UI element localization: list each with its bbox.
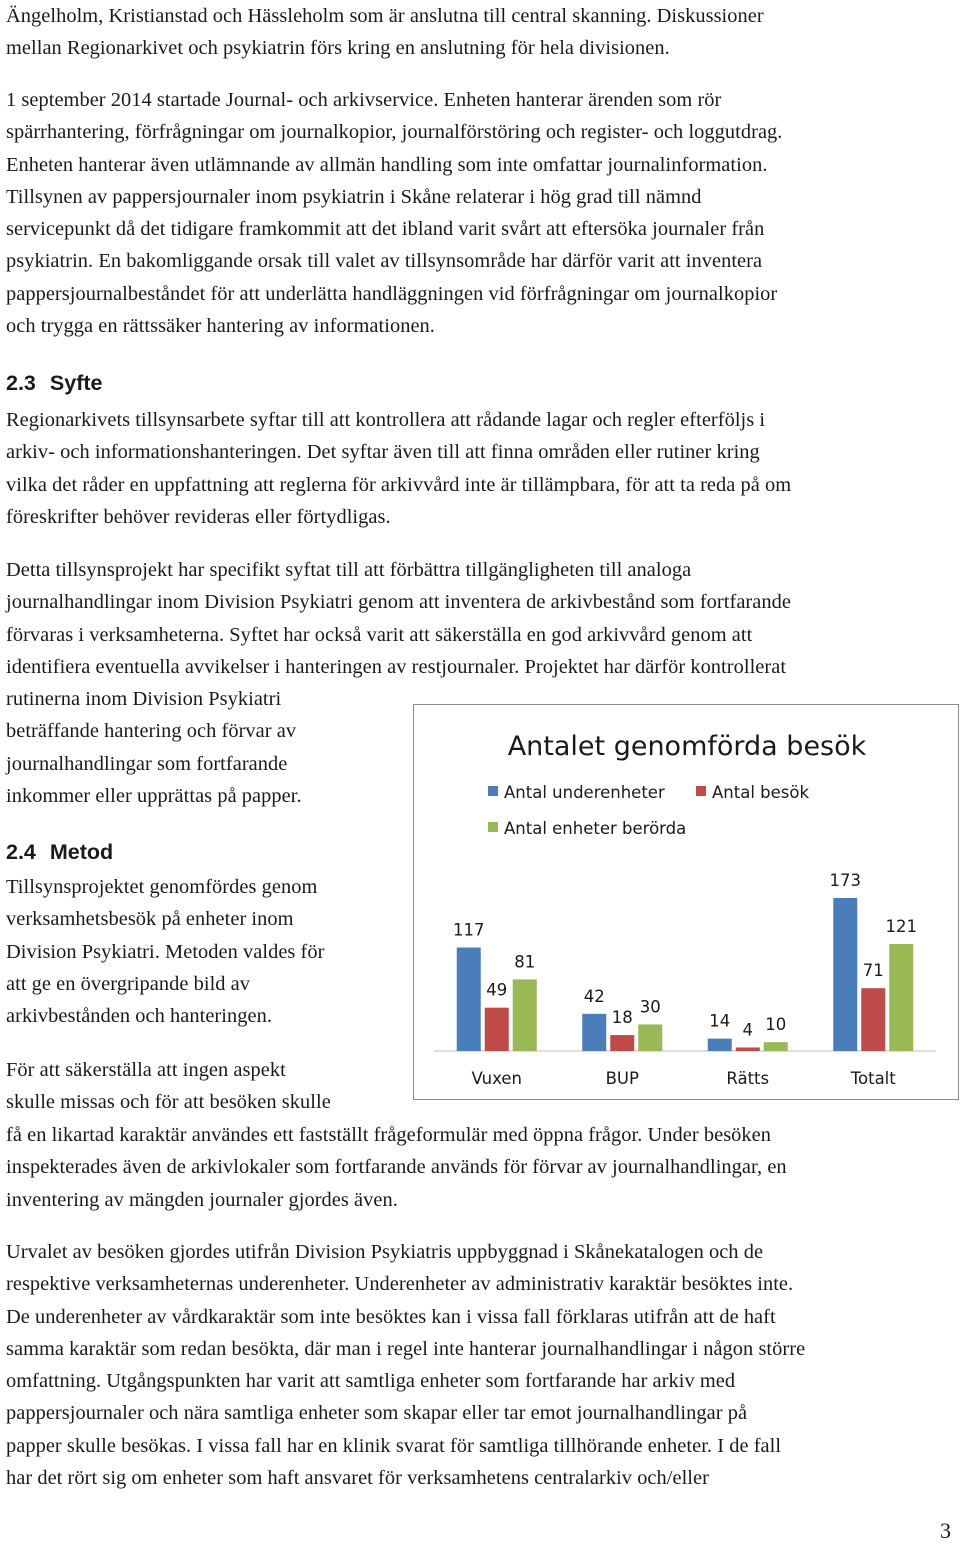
text-line: förvaras i verksamheterna. Syftet har också varit att säkerställa en god arkivvård genom att (6, 623, 753, 646)
legend-swatch (488, 786, 498, 796)
text-line: och trygga en rättssäker hantering av informationen. (6, 315, 435, 338)
data-label: 18 (611, 1008, 633, 1028)
bar (582, 1014, 606, 1051)
text-line: inventering av mängden journaler gjordes även. (6, 1188, 398, 1211)
text-line: Detta tillsynsprojekt har specifikt syftat till att förbättra tillgängligheten till analoga (6, 559, 692, 581)
bar-chart-besok (413, 704, 959, 1100)
text-line: att ge en övergripande bild av (6, 972, 251, 995)
data-label: 30 (639, 997, 661, 1017)
bar (764, 1042, 788, 1051)
text-line: verksamhetsbesök på enheter inom (6, 908, 294, 931)
text-line: inkommer eller upprättas på papper. (6, 784, 302, 807)
text-line: Regionarkivets tillsynsarbete syftar till att kontrollera att rådande lagar och regler efterföljs i (6, 409, 766, 431)
chart-title: Antalet genomförda besök (507, 731, 867, 762)
chart-canvas (414, 705, 960, 1101)
text-line: Enheten hanterar även utlämnande av allmän handling som inte omfattar journalinformation. (6, 153, 768, 176)
bar (861, 988, 885, 1051)
paragraph-urvalet (6, 1236, 958, 1494)
text-line: inspekterades även de arkivlokaler som fortfarande används för förvar av journalhandlingar, en (6, 1156, 787, 1179)
paragraph-syfte (6, 404, 958, 533)
text-line: respektive verksamheternas underenheter. Underenheter av administrativ karaktär besöktes inte. (6, 1273, 794, 1296)
paragraph-skanning (6, 0, 958, 65)
bar (708, 1039, 732, 1051)
bar (638, 1024, 662, 1051)
text-line: beträffande hantering och förvar av (6, 720, 297, 743)
data-label: 42 (583, 986, 605, 1006)
bar (833, 898, 857, 1051)
text-line: rutinerna inom Division Psykiatri (6, 688, 282, 710)
text-line: pappersjournaler och nära samtliga enheter som skapar eller tar emot journalhandlingar på (6, 1402, 748, 1425)
data-label: 173 (829, 871, 861, 890)
text-line: pappersjournalbeståndet för att underlätta handläggningen vid förfrågningar om journalkopior (6, 282, 778, 305)
paragraph-frageformular (6, 1119, 958, 1216)
text-line: identifiera eventuella avvikelser i hanteringen av restjournaler. Projektet har därför kontrollerat (6, 655, 787, 678)
bar (513, 979, 537, 1051)
text-line: har det rört sig om enheter som haft ansvaret för verksamhetens centralarkiv och/eller (6, 1467, 709, 1490)
section-title: Syfte (49, 371, 103, 395)
page-number: 3 (940, 1518, 951, 1543)
text-line: spärrhantering, förfrågningar om journalkopior, journalförstöring och register- och loggutdrag. (6, 121, 783, 144)
bar (736, 1047, 760, 1051)
paragraph-tillsynsprojekt-continued (6, 683, 406, 812)
legend-label: Antal underenheter (504, 783, 665, 802)
text-line: journalhandlingar som fortfarande (6, 752, 288, 775)
section-heading-metod (6, 840, 113, 865)
text-line: Tillsynsprojektet genomfördes genom (6, 876, 318, 898)
section-number: 2.3 (6, 371, 36, 395)
paragraph-journal-arkivservice (6, 84, 958, 342)
paragraph-tillsynsprojekt (6, 554, 958, 683)
text-line: servicepunkt då det tidigare framkommit att det ibland varit svårt att eftersöka journaler från (6, 218, 765, 241)
legend-swatch (696, 786, 706, 796)
text-line: Urvalet av besöken gjordes utifrån Division Psykiatris uppbyggnad i Skånekatalogen och de (6, 1241, 764, 1263)
text-line: arkiv- och informationshanteringen. Det syftar även till att finna områden eller rutiner kring (6, 441, 760, 464)
text-line: För att säkerställa att ingen aspekt (6, 1059, 286, 1081)
text-line: Ängelholm, Kristianstad och Hässleholm som är anslutna till central skanning. Diskussioner (6, 5, 764, 27)
bar (610, 1035, 634, 1051)
bar (889, 944, 913, 1051)
text-line: få en likartad karaktär användes ett fastställt frågeformulär med öppna frågor. Under besöken (6, 1124, 772, 1146)
data-label: 4 (742, 1020, 753, 1040)
text-line: arkivbestånden och hanteringen. (6, 1005, 272, 1028)
bar (485, 1008, 509, 1051)
bar (457, 948, 481, 1051)
legend-label: Antal besök (712, 783, 810, 802)
category-label: Vuxen (471, 1069, 522, 1088)
data-label: 49 (486, 980, 508, 1000)
legend-swatch (488, 822, 498, 832)
data-label: 71 (862, 961, 884, 981)
text-line: papper skulle besökas. I vissa fall har en klinik svarat för samtliga tillhörande enheter. I de fall (6, 1434, 782, 1457)
section-title: Metod (49, 840, 114, 864)
section-number: 2.4 (6, 840, 36, 864)
text-line: skulle missas och för att besöken skulle (6, 1091, 331, 1114)
text-line: mellan Regionarkivet och psykiatrin förs kring en anslutning för hela divisionen. (6, 37, 670, 60)
data-label: 14 (709, 1011, 731, 1031)
text-line: journalhandlingar inom Division Psykiatri genom att inventera de arkivbestånd som fortfarande (6, 591, 791, 614)
paragraph-frageformular-start (6, 1054, 406, 1119)
paragraph-metod (6, 871, 406, 1032)
category-label: BUP (605, 1069, 639, 1088)
text-line: samma karaktär som redan besökta, där man i regel inte hanterar journalhandlingar i någon större (6, 1337, 806, 1360)
text-line: Tillsynen av pappersjournaler inom psykiatrin i Skåne relaterar i hög grad till nämnd (6, 185, 702, 208)
category-label: Rätts (726, 1069, 770, 1088)
legend-label: Antal enheter berörda (504, 819, 687, 838)
data-label: 10 (765, 1015, 787, 1035)
text-line: vilka det råder en uppfattning att reglerna för arkivvård inte är tillämpbara, för att ta reda på om (6, 473, 792, 496)
text-line: föreskrifter behöver revideras eller förtydligas. (6, 505, 391, 528)
section-heading-syfte (6, 371, 102, 396)
category-label: Totalt (850, 1069, 896, 1088)
text-line: omfattning. Utgångspunkten har varit att samtliga enheter som fortfarande har arkiv med (6, 1370, 736, 1393)
text-line: Division Psykiatri. Metoden valdes för (6, 940, 325, 963)
data-label: 121 (885, 916, 917, 936)
text-line: 1 september 2014 startade Journal- och arkivservice. Enheten hanterar ärenden som rör (6, 89, 722, 111)
data-label: 81 (514, 952, 536, 972)
text-line: De underenheter av vårdkaraktär som inte besöktes kan i vissa fall förklaras utifrån att de haft (6, 1305, 776, 1328)
data-label: 117 (453, 920, 485, 940)
text-line: psykiatrin. En bakomliggande orsak till valet av tillsynsområde har därför varit att inventera (6, 250, 763, 273)
